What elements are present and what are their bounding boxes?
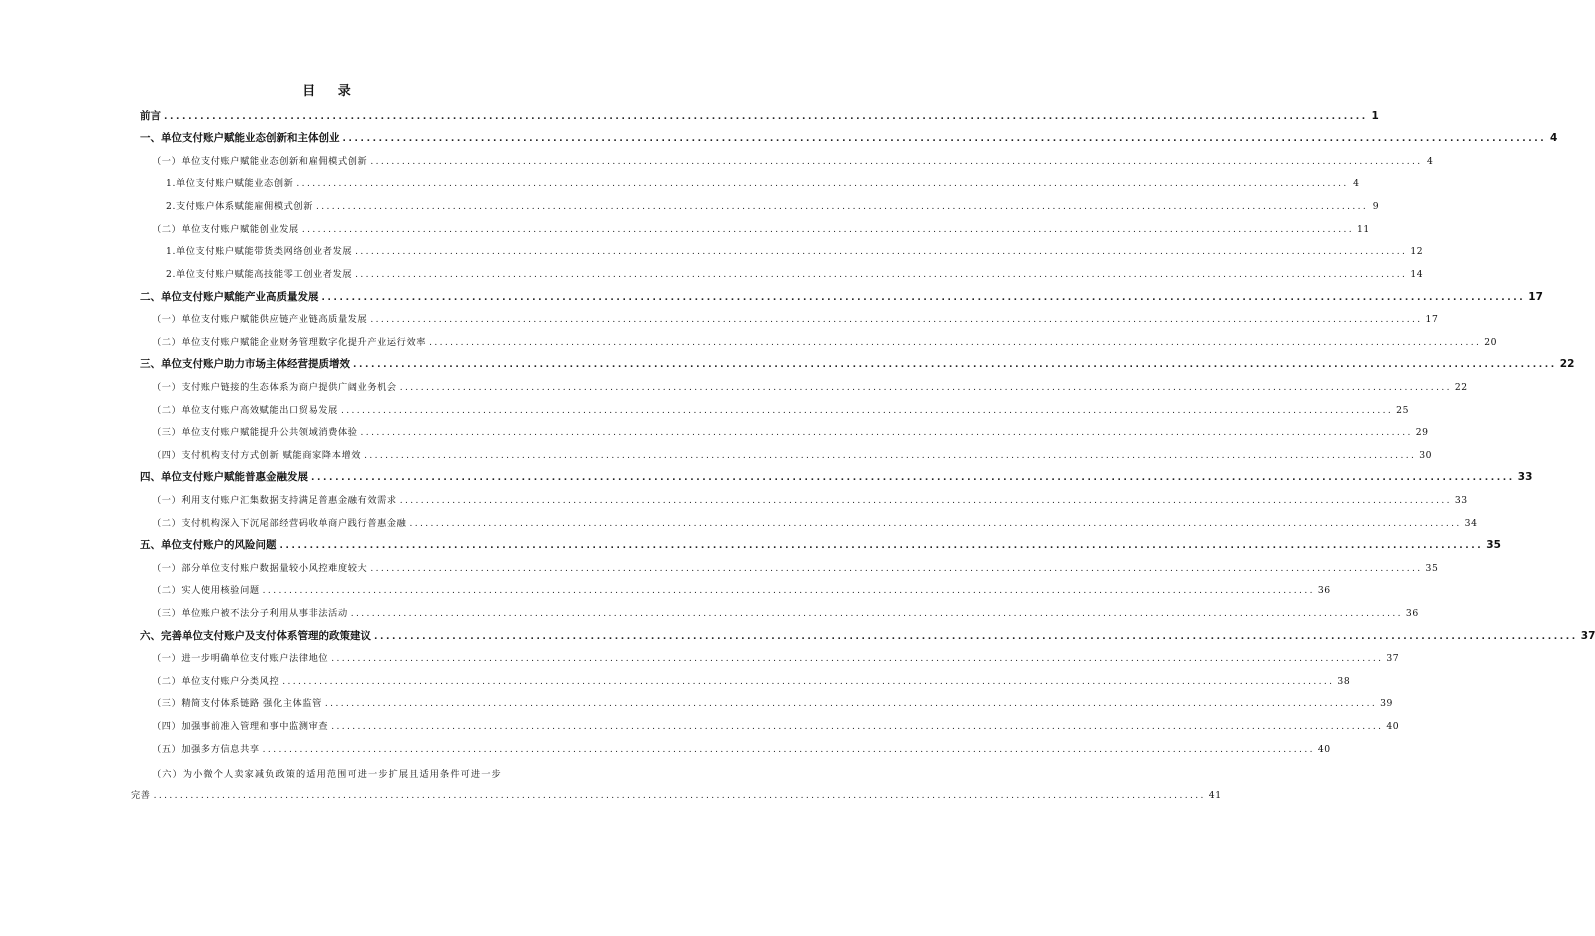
toc-entry-page: 25 bbox=[1396, 405, 1410, 416]
toc-entry[interactable] bbox=[152, 221, 1370, 239]
toc-entry-label: （四）加强事前准入管理和事中监测审查 bbox=[152, 721, 329, 732]
toc-entry[interactable] bbox=[152, 379, 1468, 397]
toc-entry-page: 22 bbox=[1559, 358, 1575, 370]
toc-entry[interactable] bbox=[152, 650, 1400, 668]
toc-leader-dots: ........................................................................................................................................................................................................ bbox=[374, 632, 1578, 642]
toc-entry[interactable] bbox=[152, 424, 1429, 442]
toc-leader-dots: ........................................................................................................................................................................................................ bbox=[321, 293, 1526, 303]
toc-entry-page: 33 bbox=[1517, 471, 1533, 483]
toc-entry-page: 33 bbox=[1454, 495, 1468, 506]
toc-leader-dots: ........................................................................................................................................................................................................ bbox=[282, 677, 1335, 687]
toc-entry-page: 11 bbox=[1356, 224, 1370, 235]
toc-leader-dots: ........................................................................................................................................................................................................ bbox=[279, 541, 1484, 551]
toc-entry-label: （一）支付账户链接的生态体系为商户提供广阔业务机会 bbox=[152, 382, 397, 393]
toc-entry-label: 五、单位支付账户的风险问题 bbox=[140, 539, 277, 551]
toc-leader-dots: ........................................................................................................................................................................................................ bbox=[409, 519, 1462, 529]
toc-entry-label: （三）单位账户被不法分子利用从事非法活动 bbox=[152, 608, 348, 619]
toc-leader-dots: ........................................................................................................................................................................................................ bbox=[364, 451, 1417, 461]
toc-entry-page: 39 bbox=[1380, 698, 1393, 709]
toc-leader-dots: ........................................................................................................................................................................................................ bbox=[370, 315, 1423, 325]
toc-entry[interactable] bbox=[140, 628, 1595, 646]
toc-entry-page: 29 bbox=[1415, 427, 1429, 438]
toc-leader-dots: ........................................................................................................................................................................................................ bbox=[429, 338, 1482, 348]
toc-leader-dots: ........................................................................................................................................................................................................ bbox=[370, 564, 1423, 574]
toc-entry-page: 12 bbox=[1410, 246, 1424, 257]
toc-entry[interactable] bbox=[152, 311, 1439, 329]
toc-entry-page: 40 bbox=[1386, 721, 1400, 732]
toc-entry[interactable] bbox=[152, 695, 1393, 713]
toc-entry[interactable] bbox=[166, 243, 1424, 261]
toc-leader-dots: ........................................................................................................................................................................................................ bbox=[296, 179, 1349, 189]
toc-leader-dots: ........................................................................................................................................................................................................ bbox=[164, 112, 1368, 122]
toc-entry[interactable] bbox=[152, 402, 1410, 420]
toc-entry-label: （一）利用支付账户汇集数据支持满足普惠金融有效需求 bbox=[152, 495, 397, 506]
toc-entry-label: 2.支付账户体系赋能雇佣模式创新 bbox=[166, 201, 313, 212]
toc-entry-label: 六、完善单位支付账户及支付体系管理的政策建议 bbox=[140, 630, 371, 642]
toc-entry[interactable] bbox=[140, 469, 1533, 487]
toc-leader-dots: ........................................................................................................................................................................................................ bbox=[311, 473, 1515, 483]
toc-title: 目 录 bbox=[302, 84, 360, 99]
toc-entry-label: （二）单位支付账户赋能企业财务管理数字化提升产业运行效率 bbox=[152, 337, 427, 348]
toc-entry-page: 36 bbox=[1405, 608, 1419, 619]
toc-entry-page: 38 bbox=[1337, 676, 1351, 687]
toc-leader-dots: ........................................................................................................................................................................................................ bbox=[262, 745, 1315, 755]
toc-entry-label: 1.单位支付账户赋能带货类网络创业者发展 bbox=[166, 246, 353, 257]
toc-leader-dots: ........................................................................................................................................................................................................ bbox=[262, 586, 1315, 596]
toc-entry-page: 14 bbox=[1410, 269, 1424, 280]
toc-entry-page: 9 bbox=[1372, 201, 1380, 212]
toc-entry[interactable] bbox=[152, 673, 1351, 691]
toc-entry[interactable] bbox=[152, 560, 1439, 578]
toc-entry[interactable] bbox=[152, 515, 1478, 533]
toc-entry[interactable] bbox=[140, 356, 1575, 374]
toc-entry-page: 36 bbox=[1317, 585, 1331, 596]
toc-entry[interactable] bbox=[152, 153, 1434, 171]
toc-entry-page: 4 bbox=[1353, 178, 1360, 189]
toc-leader-dots: ........................................................................................................................................................................................................ bbox=[360, 428, 1413, 438]
toc-entry[interactable] bbox=[152, 334, 1498, 352]
toc-leader-dots: ........................................................................................................................................................................................................ bbox=[331, 722, 1384, 732]
toc-entry[interactable] bbox=[152, 447, 1433, 465]
toc-entry-label: （五）加强多方信息共享 bbox=[152, 744, 260, 755]
toc-leader-dots: ........................................................................................................................................................................................................ bbox=[340, 406, 1394, 416]
toc-entry-label: （一）单位支付账户赋能业态创新和雇佣模式创新 bbox=[152, 156, 368, 167]
toc-entry-label: （一）单位支付账户赋能供应链产业链高质量发展 bbox=[152, 314, 368, 325]
toc-leader-dots: ........................................................................................................................................................................................................ bbox=[153, 791, 1206, 801]
toc-entry[interactable] bbox=[140, 537, 1501, 555]
toc-entry-page: 35 bbox=[1425, 563, 1439, 574]
toc-entry-page: 40 bbox=[1317, 744, 1331, 755]
toc-entry-label: （二）单位支付账户高效赋能出口贸易发展 bbox=[152, 405, 338, 416]
toc-entry[interactable] bbox=[166, 198, 1380, 216]
toc-entry-label: （三）精简支付体系链路 强化主体监管 bbox=[152, 698, 322, 709]
toc-entry[interactable] bbox=[152, 492, 1468, 510]
toc-entry-page: 4 bbox=[1549, 132, 1558, 144]
toc-entry-page: 17 bbox=[1528, 291, 1543, 303]
toc-entry-label: 2.单位支付账户赋能高技能零工创业者发展 bbox=[166, 269, 353, 280]
toc-entry-label: 完善 bbox=[131, 790, 151, 801]
toc-entry[interactable] bbox=[166, 266, 1424, 284]
toc-entry[interactable] bbox=[140, 108, 1379, 126]
toc-entry[interactable] bbox=[152, 718, 1400, 736]
toc-entry[interactable] bbox=[152, 605, 1419, 623]
toc-entry-label: （一）进一步明确单位支付账户法律地位 bbox=[152, 653, 329, 664]
toc-entry-wrapped-first-line: （六）为小微个人卖家减负政策的适用范围可进一步扩展且适用条件可进一步 bbox=[152, 769, 502, 780]
toc-leader-dots: ........................................................................................................................................................................................................ bbox=[355, 270, 1408, 280]
toc-entry-page: 30 bbox=[1419, 450, 1433, 461]
toc-entry-label: （四）支付机构支付方式创新 赋能商家降本增效 bbox=[152, 450, 362, 461]
toc-entry-label: （二）实人使用核验问题 bbox=[152, 585, 260, 596]
toc-leader-dots: ........................................................................................................................................................................................................ bbox=[342, 134, 1547, 144]
toc-entry-label: 二、单位支付账户赋能产业高质量发展 bbox=[140, 291, 319, 303]
toc-entry-label: （二）单位支付账户分类风控 bbox=[152, 676, 280, 687]
toc-entry-page: 22 bbox=[1454, 382, 1468, 393]
toc-entry-page: 17 bbox=[1425, 314, 1439, 325]
toc-entry-label: （二）支付机构深入下沉尾部经营码收单商户践行普惠金融 bbox=[152, 518, 407, 529]
toc-entry[interactable] bbox=[152, 582, 1331, 600]
toc-entry-label: （二）单位支付账户赋能创业发展 bbox=[152, 224, 299, 235]
toc-entry-label: 一、单位支付账户赋能业态创新和主体创业 bbox=[140, 132, 340, 144]
toc-entry[interactable] bbox=[140, 130, 1558, 148]
toc-entry-label: （一）部分单位支付账户数据量较小风控难度较大 bbox=[152, 563, 368, 574]
toc-entry-page: 4 bbox=[1427, 156, 1434, 167]
toc-entry-label: 三、单位支付账户助力市场主体经营提质增效 bbox=[140, 358, 350, 370]
toc-leader-dots: ........................................................................................................................................................................................................ bbox=[399, 496, 1452, 506]
toc-entry-label: 1.单位支付账户赋能业态创新 bbox=[166, 178, 294, 189]
toc-leader-dots: ........................................................................................................................................................................................................ bbox=[370, 157, 1423, 167]
toc-entry-label: 前言 bbox=[140, 110, 161, 122]
toc-entry-wrapped-second-line[interactable] bbox=[131, 787, 1222, 805]
toc-entry[interactable] bbox=[140, 289, 1543, 307]
toc-leader-dots: ........................................................................................................................................................................................................ bbox=[324, 699, 1378, 709]
toc-entry-page: 34 bbox=[1464, 518, 1478, 529]
toc-leader-dots: ........................................................................................................................................................................................................ bbox=[353, 360, 1557, 370]
toc-leader-dots: ........................................................................................................................................................................................................ bbox=[316, 202, 1369, 212]
toc-leader-dots: ........................................................................................................................................................................................................ bbox=[301, 225, 1354, 235]
toc-entry-page: 1 bbox=[1371, 110, 1379, 122]
toc-leader-dots: ........................................................................................................................................................................................................ bbox=[331, 654, 1384, 664]
toc-leader-dots: ........................................................................................................................................................................................................ bbox=[355, 247, 1408, 257]
toc-entry-label: （三）单位支付账户赋能提升公共领域消费体验 bbox=[152, 427, 358, 438]
toc-leader-dots: ........................................................................................................................................................................................................ bbox=[399, 383, 1452, 393]
toc-leader-dots: ........................................................................................................................................................................................................ bbox=[350, 609, 1403, 619]
toc-entry-page: 37 bbox=[1386, 653, 1400, 664]
toc-entry-label: 四、单位支付账户赋能普惠金融发展 bbox=[140, 471, 308, 483]
toc-entry-page: 37 bbox=[1580, 630, 1595, 642]
toc-entry-page: 20 bbox=[1484, 337, 1498, 348]
toc-entry[interactable] bbox=[152, 741, 1331, 759]
toc-entry-page: 41 bbox=[1208, 790, 1222, 801]
toc-entry-page: 35 bbox=[1486, 539, 1501, 551]
toc-entry[interactable] bbox=[166, 175, 1360, 193]
